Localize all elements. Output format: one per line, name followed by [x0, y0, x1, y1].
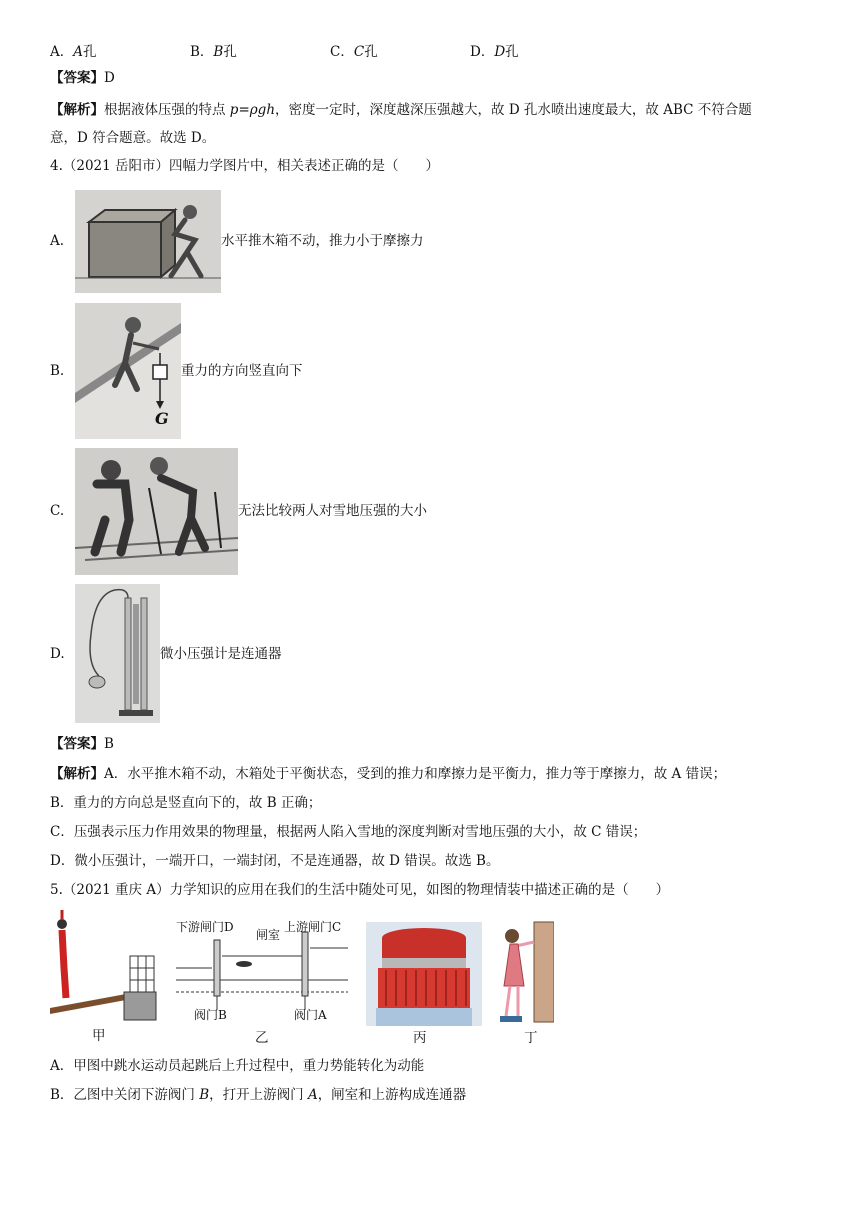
q5-figure-ding [498, 920, 554, 1026]
lock-label-chamber: 闸室 [256, 928, 281, 942]
q5-figure-bing [366, 922, 482, 1026]
q5-figure-yi [172, 918, 350, 1026]
q5-caption-yi: 乙 [255, 1030, 269, 1046]
q4-option-a-label: A. [50, 233, 65, 249]
q5-figure-jia [50, 908, 158, 1024]
q4-option-b-text: 重力的方向竖直向下 [181, 363, 303, 379]
q5-caption-jia: 甲 [92, 1028, 106, 1044]
q3-option-a: A．A孔 [50, 44, 97, 60]
q4-option-c-image [75, 448, 238, 575]
lock-label-upstream-gate: 上游闸门C [284, 920, 342, 934]
q3-option-b: B．B孔 [190, 44, 237, 60]
q3-option-d: D．D孔 [470, 44, 519, 60]
q5-stem: 5.（2021 重庆 A）力学知识的应用在我们的生活中随处可见，如图的物理情装中描述正确的是（ ） [50, 882, 670, 898]
q4-option-c-text: 无法比较两人对雪地压强的大小 [238, 503, 427, 519]
q4-answer: 【答案】B [50, 736, 114, 752]
q4-option-b-image [75, 303, 181, 439]
q3-option-c: C．C孔 [330, 44, 378, 60]
q5-caption-ding: 丁 [524, 1030, 538, 1046]
q5-option-b: B．乙图中关闭下游阀门 B，打开上游阀门 A，闸室和上游构成连通器 [50, 1087, 467, 1103]
q3-answer: 【答案】D [50, 70, 115, 86]
q4-option-a-text: 水平推木箱不动，推力小于摩擦力 [221, 233, 424, 249]
q4-analysis-line-4: D．微小压强计，一端开口，一端封闭，不是连通器，故 D 错误。故选 B。 [50, 853, 500, 869]
gravity-symbol: G [155, 409, 169, 428]
lock-label-downstream-gate: 下游闸门D [176, 920, 234, 934]
q4-analysis-line-2: B．重力的方向总是竖直向下的，故 B 正确； [50, 795, 322, 811]
q4-option-a-image [75, 190, 221, 293]
q4-option-c-label: C. [50, 503, 65, 519]
lock-label-valve-a: 阀门A [294, 1008, 327, 1022]
q4-analysis-line-1: 【解析】A．水平推木箱不动，木箱处于平衡状态，受到的推力和摩擦力是平衡力，推力等于摩擦力，故 A 错误； [50, 766, 727, 782]
q4-option-d-label: D. [50, 646, 65, 662]
lock-label-valve-b: 阀门B [194, 1008, 227, 1022]
q3-analysis-line-1: 【解析】根据液体压强的特点 p=ρgh，密度一定时，深度越深压强越大，故 D 孔水喷出速度最大，故 ABC 不符合题 [50, 102, 752, 118]
q4-option-b-label: B. [50, 363, 65, 379]
q4-option-d-text: 微小压强计是连通器 [160, 646, 282, 662]
q4-option-d-image [75, 584, 160, 723]
q4-analysis-line-3: C．压强表示压力作用效果的物理量，根据两人陷入雪地的深度判断对雪地压强的大小，故 C 错误； [50, 824, 647, 840]
q5-caption-bing: 丙 [413, 1030, 427, 1046]
q5-option-a: A．甲图中跳水运动员起跳后上升过程中，重力势能转化为动能 [50, 1058, 425, 1074]
q4-stem: 4.（2021 岳阳市）四幅力学图片中，相关表述正确的是（ ） [50, 158, 440, 174]
q3-analysis-line-2: 意，D 符合题意。故选 D。 [50, 130, 216, 146]
